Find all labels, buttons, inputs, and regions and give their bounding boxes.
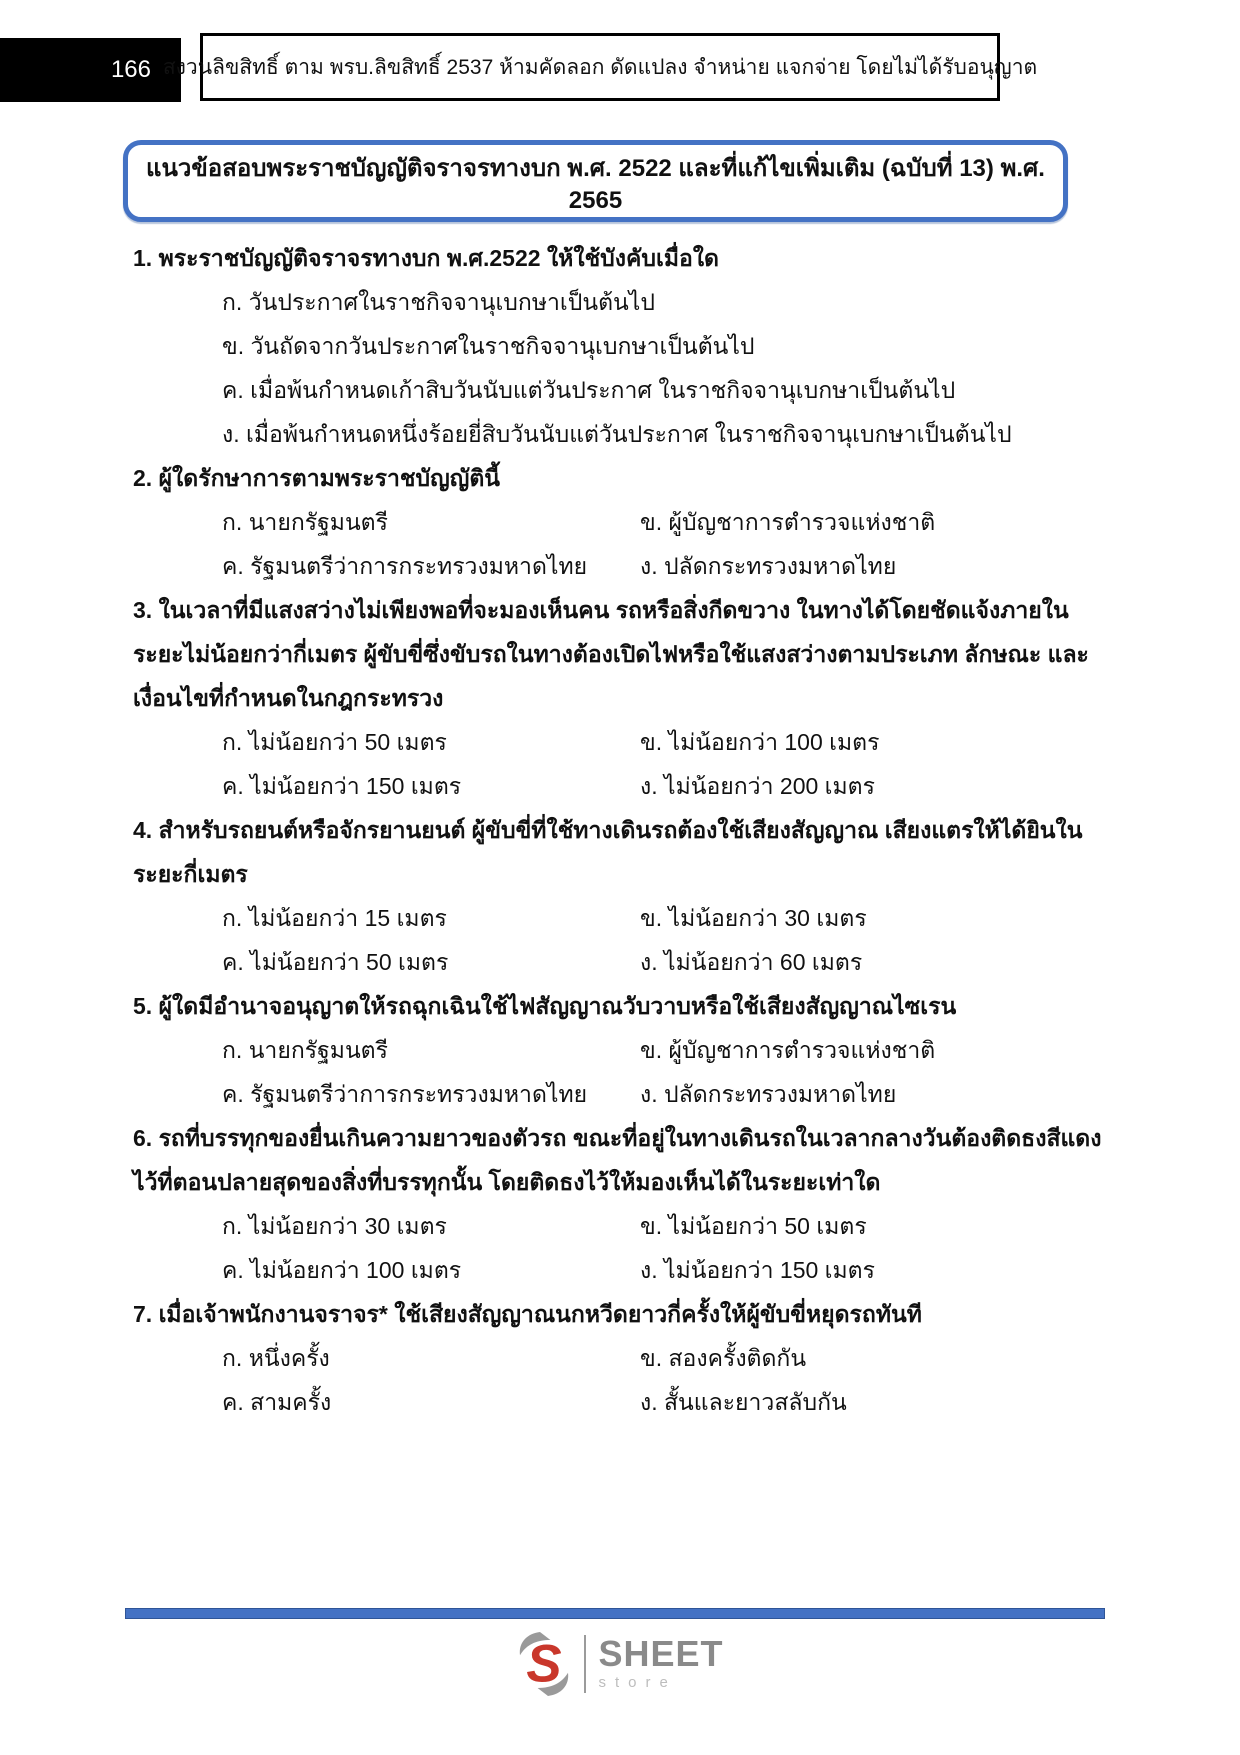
option: ข. ผู้บัญชาการตำรวจแห่งชาติ [640, 1037, 936, 1063]
question-list [133, 236, 1113, 1424]
option: ก. ไม่น้อยกว่า 30 เมตร [222, 1213, 447, 1239]
footer-logo [0, 1628, 1240, 1700]
option: ข. ผู้บัญชาการตำรวจแห่งชาติ [640, 509, 936, 535]
question-3-options [222, 720, 1113, 808]
option: ง. ไม่น้อยกว่า 60 เมตร [640, 949, 863, 975]
page-number: 166 [110, 56, 151, 83]
option: ข. ไม่น้อยกว่า 100 เมตร [640, 729, 880, 755]
question-2-options [222, 500, 1113, 588]
option: ค. ไม่น้อยกว่า 100 เมตร [222, 1257, 462, 1283]
option: ง. ไม่น้อยกว่า 200 เมตร [640, 773, 875, 799]
question-7-options [222, 1336, 1113, 1424]
question-6-options [222, 1204, 1113, 1292]
question-text: 1. พระราชบัญญัติจราจรทางบก พ.ศ.2522 ให้ใช้บังคับเมื่อใด [133, 245, 719, 271]
sheet-store-s-icon [516, 1628, 572, 1700]
copyright-notice: สงวนลิขสิทธิ์ ตาม พรบ.ลิขสิทธิ์ 2537 ห้ามคัดลอก ดัดแปลง จำหน่าย แจกจ่าย โดยไม่ได้รับอนุญาต [162, 55, 1038, 79]
option: ข. ไม่น้อยกว่า 30 เมตร [640, 905, 867, 931]
question-4 [133, 808, 1113, 984]
option: ก. หนึ่งครั้ง [222, 1345, 330, 1371]
option: ก. วันประกาศในราชกิจจานุเบกษาเป็นต้นไป [222, 289, 655, 315]
option: ง. เมื่อพ้นกำหนดหนึ่งร้อยยี่สิบวันนับแต่วันประกาศ ในราชกิจจานุเบกษาเป็นต้นไป [222, 421, 1012, 447]
page-number-box [0, 38, 181, 102]
question-text: 3. ในเวลาที่มีแสงสว่างไม่เพียงพอที่จะมองเห็นคน รถหรือสิ่งกีดขวาง ในทางได้โดยชัดแจ้งภายใน ระยะไม่น้อยกว่ากี่เมตร ผู้ขับขี่ซึ่งขับรถในทางต้องเปิดไฟหรือใช้แสงสว่างตามประเภท ลักษณะ และ เงื่อนไขที่กำหนดในกฎกระทรวง [133, 597, 1089, 711]
logo-text [598, 1635, 723, 1693]
svg-text:S: S [526, 1634, 563, 1694]
option: ค. รัฐมนตรีว่าการกระทรวงมหาดไทย [222, 1081, 588, 1107]
question-2 [133, 456, 1113, 588]
option: ก. ไม่น้อยกว่า 50 เมตร [222, 729, 447, 755]
option: ข. สองครั้งติดกัน [640, 1345, 807, 1371]
option: ก. นายกรัฐมนตรี [222, 1037, 388, 1063]
option: ค. รัฐมนตรีว่าการกระทรวงมหาดไทย [222, 553, 588, 579]
question-6 [133, 1116, 1113, 1292]
option: ค. ไม่น้อยกว่า 150 เมตร [222, 773, 462, 799]
option: ง. ไม่น้อยกว่า 150 เมตร [640, 1257, 875, 1283]
footer-divider-bar [125, 1608, 1105, 1619]
option: ง. สั้นและยาวสลับกัน [640, 1389, 847, 1415]
option: ก. นายกรัฐมนตรี [222, 509, 388, 535]
question-1 [133, 236, 1113, 456]
option: ก. ไม่น้อยกว่า 15 เมตร [222, 905, 447, 931]
question-1-options [133, 280, 1113, 456]
question-5-options [222, 1028, 1113, 1116]
option: ค. สามครั้ง [222, 1389, 332, 1415]
question-text: 5. ผู้ใดมีอำนาจอนุญาตให้รถฉุกเฉินใช้ไฟสัญญาณวับวาบหรือใช้เสียงสัญญาณไซเรน [133, 993, 957, 1019]
option: ค. ไม่น้อยกว่า 50 เมตร [222, 949, 449, 975]
question-text: 4. สำหรับรถยนต์หรือจักรยานยนต์ ผู้ขับขี่ที่ใช้ทางเดินรถต้องใช้เสียงสัญญาณ เสียงแตรให้ได้ยินใน ระยะกี่เมตร [133, 817, 1083, 887]
question-3 [133, 588, 1113, 808]
copyright-box [162, 33, 1038, 101]
question-7 [133, 1292, 1113, 1424]
logo-divider [584, 1635, 586, 1693]
option: ข. ไม่น้อยกว่า 50 เมตร [640, 1213, 867, 1239]
option: ง. ปลัดกระทรวงมหาดไทย [640, 1081, 897, 1107]
question-text: 7. เมื่อเจ้าพนักงานจราจร* ใช้เสียงสัญญาณนกหวีดยาวกี่ครั้งให้ผู้ขับขี่หยุดรถทันที [133, 1301, 922, 1327]
option: ข. วันถัดจากวันประกาศในราชกิจจานุเบกษาเป็นต้นไป [222, 333, 755, 359]
brand-name: SHEET [598, 1633, 724, 1674]
question-text: 6. รถที่บรรทุกของยื่นเกินความยาวของตัวรถ ขณะที่อยู่ในทางเดินรถในเวลากลางวันต้องติดธงสีแดง ไว้ที่ตอนปลายสุดของสิ่งที่บรรทุกนั้น โดยติดธงไว้ให้มองเห็นได้ในระยะเท่าใด [133, 1125, 1102, 1195]
page-title: แนวข้อสอบพระราชบัญญัติจราจรทางบก พ.ศ. 2522 และที่แก้ไขเพิ่มเติม (ฉบับที่ 13) พ.ศ. 2565 [146, 154, 1045, 214]
title-box [123, 140, 1068, 222]
option: ง. ปลัดกระทรวงมหาดไทย [640, 553, 897, 579]
option: ค. เมื่อพ้นกำหนดเก้าสิบวันนับแต่วันประกาศ ในราชกิจจานุเบกษาเป็นต้นไป [222, 377, 956, 403]
question-text: 2. ผู้ใดรักษาการตามพระราชบัญญัตินี้ [133, 465, 500, 491]
brand-subtitle: store [598, 1674, 677, 1691]
question-5 [133, 984, 1113, 1116]
question-4-options [222, 896, 1113, 984]
